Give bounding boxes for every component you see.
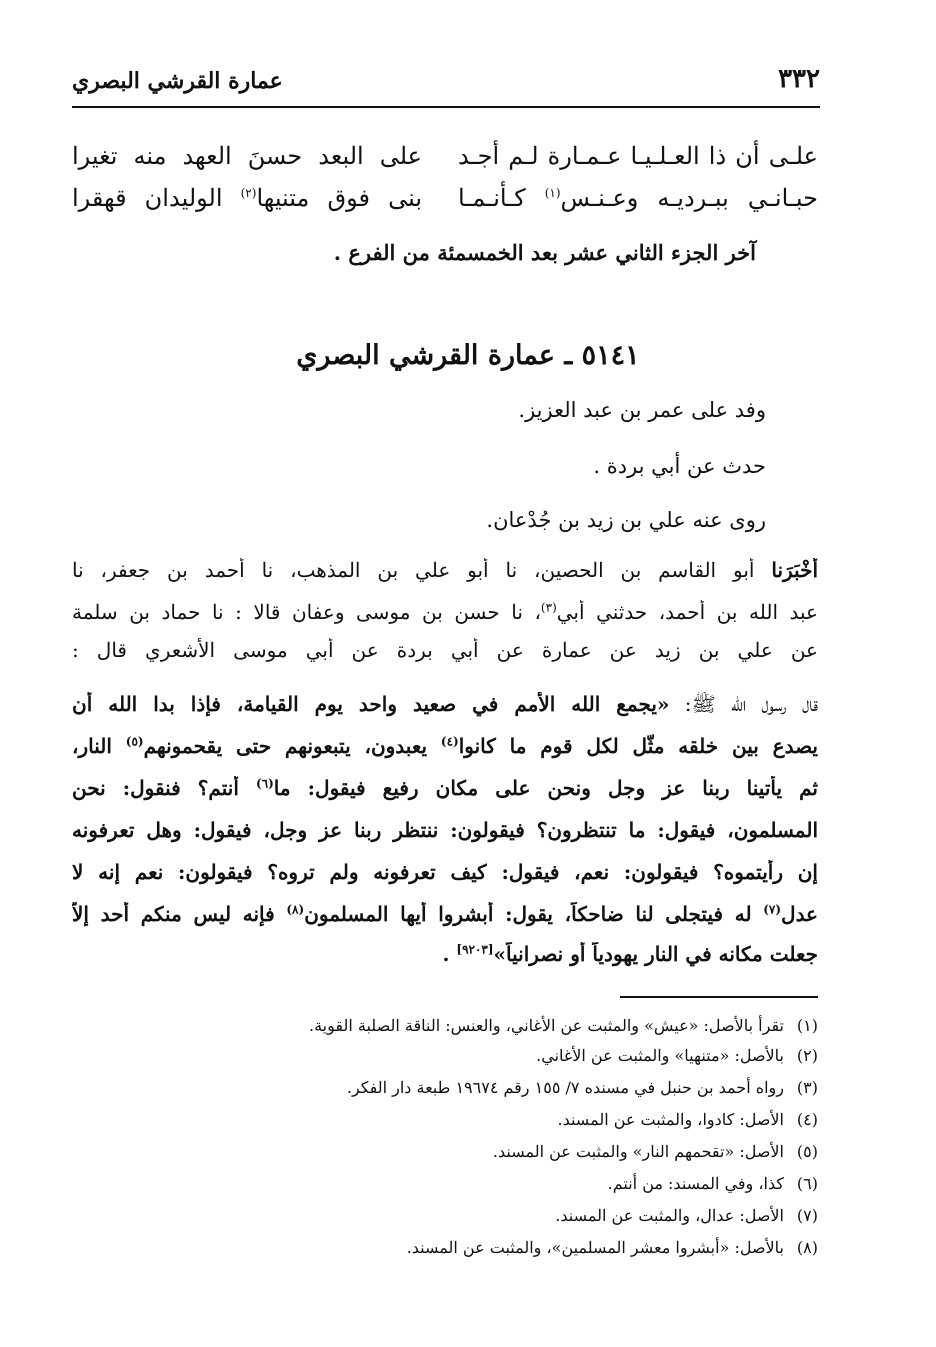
footnote-ref: (١)	[544, 186, 561, 200]
hadith-line: جعلت مكانه في النار يهودياً أو نصرانياً»[٩٢٠٣] .	[442, 942, 818, 966]
entry-title: ٥١٤١ ـ عمارة القرشي البصري	[296, 340, 640, 371]
footnote: (٦)كذا، وفي المسند: من أنتم.	[607, 1174, 818, 1193]
intro-line: وفد على عمر بن عبد العزيز.	[518, 398, 766, 422]
header-rule	[72, 106, 820, 108]
isnad-line: أَخْبَرَنا أبو القاسم بن الحصين، نا أبو علي بن المذهب، نا أحمد بن جعفر، نا	[72, 558, 818, 582]
page-number: ٣٣٢	[778, 64, 820, 94]
footnote: (١)تقرأ بالأصل: «عيش» والمثبت عن الأغاني، والعنس: الناقة الصلبة القوية.	[309, 1016, 818, 1035]
intro-line: روى عنه علي بن زيد بن جُدْعان.	[486, 508, 766, 532]
part-end-note: آخر الجزء الثاني عشر بعد الخمسمئة من الفرع .	[333, 240, 756, 265]
footnote: (٢)بالأصل: «متنهيا» والمثبت عن الأغاني.	[536, 1046, 818, 1065]
footnote-ref: (٢)	[240, 186, 257, 200]
hadith-line: المسلمون، فيقول: ما تنتظرون؟ فيقولون: ننتظر ربنا عز وجل، فيقول: وهل تعرفونه	[72, 818, 818, 842]
verse-1-second-hemistich: على البعد حسنَ العهد منه تغيرا	[72, 142, 422, 170]
footnote-separator	[620, 996, 818, 998]
hadith-line: ثم يأتينا ربنا عز وجل ونحن على مكان رفيع فيقول: ما$^{(٦)}$ أنتم؟ فنقول: نحن	[72, 776, 818, 800]
hadith-line: عدل$^{(٧)}$ له فيتجلى لنا ضاحكاً، يقول: أبشروا أيها المسلمون$^{(٨)}$ فإنه ليس منكم أحد إلاّ	[72, 902, 818, 926]
verse-2-second-hemistich: بنى فوق متنيها$^{(٢)}$ الوليدان قهقرا	[72, 184, 422, 212]
isnad-line: عن علي بن زيد عن عمارة عن أبي بردة عن أبي موسى الأشعري قال :	[72, 638, 818, 662]
poem-verse-1	[72, 142, 818, 182]
hadith-reference-number: [٩٢٠٣]	[456, 942, 494, 957]
hadith-line: يصدع بين خلقه مثّل لكل قوم ما كانوا$^{(٤)}$ يعبدون، يتبعونهم حتى يقحمونهم$^{(٥)}$ النار،	[72, 734, 818, 758]
running-title: عمارة القرشي البصري	[72, 68, 283, 94]
footnote: (٥)الأصل: «تقحمهم النار» والمثبت عن المسند.	[492, 1142, 818, 1161]
hadith-line: قال رسول الله ﷺ: «يجمع الله الأمم في صعيد واحد يوم القيامة، فإذا بدا الله أن	[72, 692, 818, 716]
footnote: (٣)رواه أحمد بن حنبل في مسنده ٧/ ١٥٥ رقم ١٩٦٧٤ طبعة دار الفكر.	[346, 1078, 818, 1097]
intro-line: حدث عن أبي بردة .	[593, 454, 766, 478]
footnote: (٨)بالأصل: «أبشروا معشر المسلمين»، والمثبت عن المسند.	[406, 1238, 818, 1257]
verse-2-first-hemistich: حبـانـي ببـرديـه وعـنـس$^{(١)}$ كـأنـمـا	[458, 184, 818, 212]
hadith-line: إن رأيتموه؟ فيقولون: نعم، فيقول: كيف تعرفونه ولم تروه؟ فيقولون: نعم إنه لا	[72, 860, 818, 884]
verse-1-first-hemistich: علـى أن ذا العـلـيـا عـمـارة لـم أجـد	[458, 142, 818, 170]
footnote: (٧)الأصل: عدال، والمثبت عن المسند.	[555, 1206, 818, 1225]
isnad-line: عبد الله بن أحمد، حدثني أبي$^{(٣)}$، نا حسن بن موسى وعفان قالا : نا حماد بن سلمة	[72, 600, 818, 624]
poem-verse-2	[72, 184, 818, 224]
footnote: (٤)الأصل: كادوا، والمثبت عن المسند.	[557, 1110, 818, 1129]
